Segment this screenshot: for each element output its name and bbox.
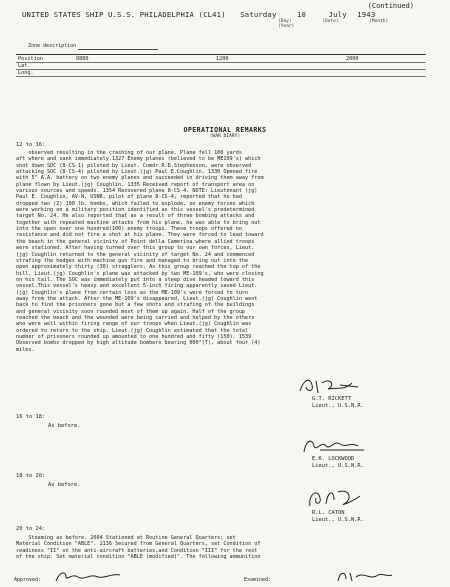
sig-rank-rickett: Lieut., U.S.N.R. [312,402,364,409]
log-year: 1943 [357,10,376,19]
log-month: July [328,10,347,19]
approved-label: Approved: [14,577,42,583]
ship-line-row [22,10,414,19]
zone-description-label: Zone description [28,43,77,49]
time-2000: 2000 [346,56,359,62]
signature-block-rickett [312,396,364,409]
watch-12-16-label: 12 to 16: [16,142,46,148]
lat-label: Lat. [18,63,31,69]
time-1200: 1200 [216,56,229,62]
position-grid [16,56,426,77]
log-day: Saturday [240,10,277,19]
sub-month: (Month) [369,19,389,24]
approved-signature-scrawl [54,569,124,583]
grid-top-rule [16,54,426,55]
grid-row-lat [16,63,426,70]
remarks-subtitle: (WAR DIARY) [209,134,241,139]
sub-day: (Day) [278,19,292,24]
signature-caton-scrawl [304,486,364,510]
long-label: Long. [18,70,34,76]
date-sublabels [278,19,444,29]
remarks-title: OPERATIONAL REMARKS [183,126,267,134]
position-label: Position [18,56,43,62]
watch-20-24-text: Steaming as before. 2004 Stationed at Routine General Quarters; set Material Condition "ABLE". 2136 Secured from General Quarters, set Condition of readiness "II" on the anti-aircraft batteries,and Condition "III" for the rest of the ship. Set material condition "ABLE (modified)". The following ammunition [16,535,261,561]
signature-block-lockwood [312,456,364,469]
watch-12-16-text: observed resulting in the crashing of our plane. Plane fell 100 yards aft where and sank immediately.1327 Enemy planes (believed to be ME109's) which shot down SOC (8-CS-1) piloted by Lieut. Comdr R.D.Stephenson, were observed attacking SOC (8-CS-4) piloted by Lieut.(jg) Paul E.Coughlin. 1330 Opened fire with 5" A.A. battery on two enemy planes and succeeded in driving them away from plane flown by Lieut.(jg) Coughlin. 1335 Received report of transport area on various sources and speeds. 1354 Recovered plane 8-CS-4. NOTE: Lieutenant (jg) Paul E. Coughlin, AV-N, USNR, pilot of plane 8-CS-4, reported that he had dropped two (2) 100 lb. bombs, which failed to explode, on enemy forces which were working on a military position identified as this vessel's predetermined target No. 24. He also reported that as a result of three bombing attacks and together with repeated machine attacks from his plane, he was able to bring out into the open over one hundred(100) enemy troops. These troops offered no resistance and did not fire a shot at his plane. They were forced to lead toward the beach in the general vicinity of Point della Camerina where allied troops were stationed. After having turned over this group to our own forces, Lieut. (jg) Coughlin returned to the general vicinity of target No. 24 and commenced strafing the hedges with machine gun fire and managed to bring out into the open approximately thirty (30) stragglers. As this group reached the top of the hill, Lieut.(jg) Coughlin's plane was attacked by two ME-109's, who were closing on his tail. The SOC was immediately put into a steep dive headed toward this vessel.This vessel's heavy and excellent 5-inch firing apparently saved Lieut. (jg) Coughlin's plane from certain loss as the ME-109's were forced to turn away from the attack. After the ME-109's disappeared, Lieut.(jg) Coughlin went back to find the prisoners gone but a few shots and strafing of the buildings and general vicinity soon rounded most of them up again. Half of the group reached the beach and the wounded were being carried and helped by the others who were well within firing range of our troops when Lieut.(jg) Coughlin was ordered to return to the ship. Lieut.(jg) Coughlin estimated that the total number of prisoners rounded up amounted to one hundred and fifty (150). 1539 Observed bombs dropped by high altitude bombers bearing 000°(T), about four (4) miles. [16,150,264,353]
signature-lockwood-scrawl [300,434,370,456]
log-date: 10 [297,10,307,19]
ship-name: UNITED STATES SHIP U.S.S. PHILADELPHIA (CL41) [22,10,226,19]
sig-rank-caton: Lieut., U.S.N.R. [312,516,364,523]
signature-block-caton [312,510,364,523]
sub-date: (Date) [322,19,339,24]
continued-label: (Continued) [367,2,414,10]
sig-rank-lockwood: Lieut., U.S.N.R. [312,462,364,469]
sig-name-lockwood: E.K. LOCKWOOD [312,456,355,462]
sig-name-rickett: G.T. RICKETT [312,396,351,402]
time-0800: 0800 [76,56,89,62]
watch-16-18-label: 16 to 18: [16,414,46,420]
watch-18-20-label: 18 to 20: [16,473,46,479]
signature-rickett-scrawl [296,375,366,397]
watch-18-20-text: As before. [48,482,81,488]
examined-signature-scrawl [334,569,394,583]
sig-name-caton: R.L. CATON [312,510,345,516]
sub-year: (Year) [278,24,295,29]
zone-underline [78,49,158,50]
approval-footer [14,571,440,585]
examined-label: Examined: [244,577,272,583]
watch-16-18-text: As before. [48,423,81,429]
grid-row-position [16,56,426,63]
grid-row-long [16,70,426,77]
watch-20-24-label: 20 to 24: [16,526,46,532]
